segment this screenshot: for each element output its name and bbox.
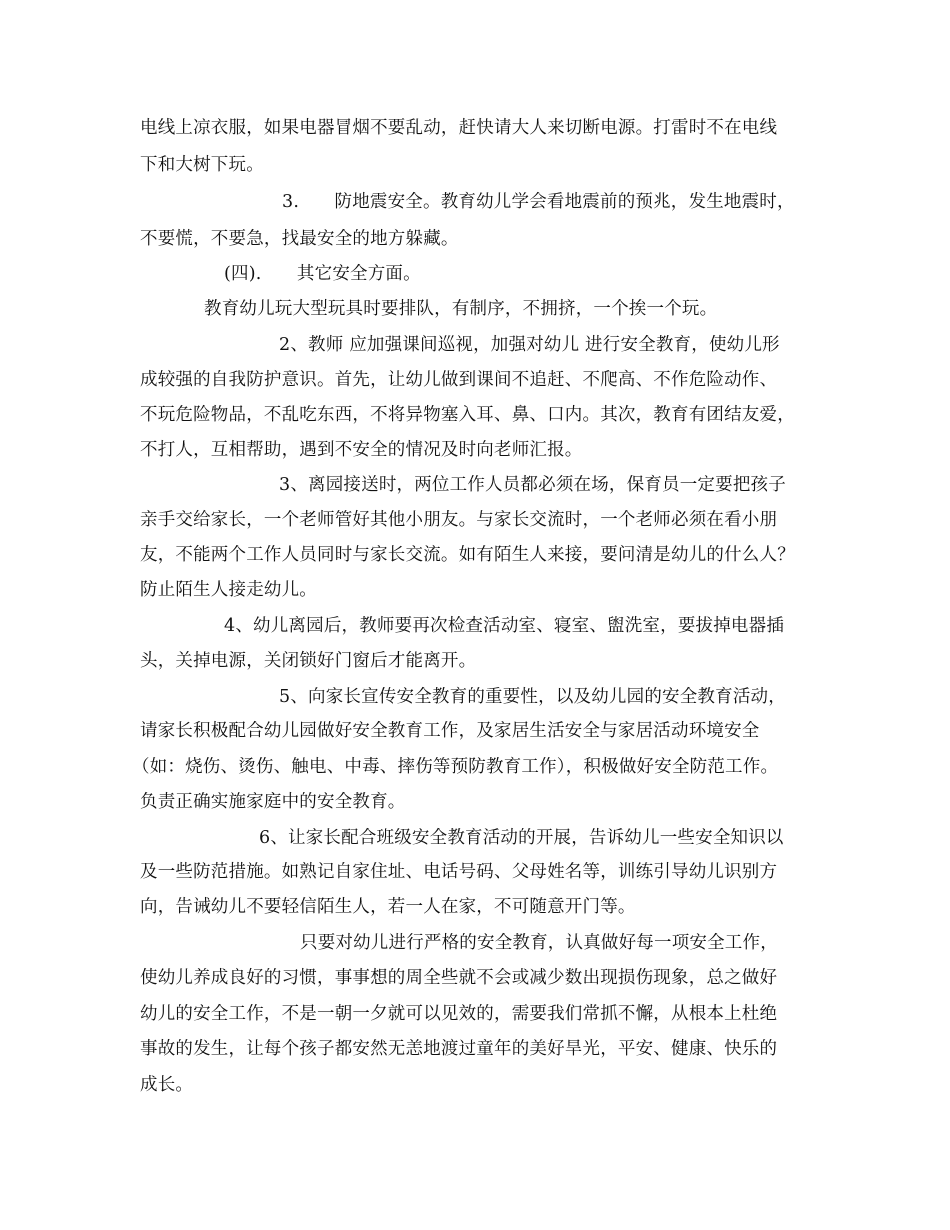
text-line: 3. 防地震安全。教育幼儿学会看地震前的预兆，发生地震时， [282,192,795,212]
text-line: 友，不能两个工作人员同时与家长交流。如有陌生人来接，要问清是幼儿的什么人？ [140,545,795,565]
section-heading: (四). 其它安全方面。 [224,264,421,284]
text-line: 3、离园接送时，两位工作人员都必须在场，保育员一定要把孩子 [279,475,786,495]
text-line: 不玩危险物品，不乱吃东西，不将异物塞入耳、鼻、口内。其次，教育有团结友爱， [140,405,795,425]
text-line: 使幼儿养成良好的习惯，事事想的周全些就不会或减少数出现损伤现象，总之做好 [140,968,778,988]
text-line: 电线上凉衣服，如果电器冒烟不要乱动，赶快请大人来切断电源。打雷时不在电线 [140,118,778,138]
text-line: 及一些防范措施。如熟记自家住址、电话号码、父母姓名等，训练引导幼儿识别方 [140,862,778,882]
text-line: 6、让家长配合班级安全教育活动的开展，告诉幼儿一些安全知识以 [259,828,784,848]
text-line: 不打人，互相帮助，遇到不安全的情况及时向老师汇报。 [140,440,583,460]
text-line: 成较强的自我防护意识。首先，让幼儿做到课间不追赶、不爬高、不作危险动作、 [140,370,778,390]
text-line: 2、教师 应加强课间巡视，加强对幼儿 进行安全教育，使幼儿形 [279,335,780,355]
text-line: 向，告诫幼儿不要轻信陌生人，若一人在家，不可随意开门等。 [140,897,636,917]
text-line: 不要慌，不要急，找最安全的地方躲藏。 [140,229,459,249]
text-line: 成长。 [140,1075,194,1095]
text-line: 幼儿的安全工作，不是一朝一夕就可以见效的，需要我们常抓不懈，从根本上杜绝 [140,1004,778,1024]
text-line: 请家长积极配合幼儿园做好安全教育工作，及家居生活安全与家居活动环境安全 [140,721,760,741]
text-line: 只要对幼儿进行严格的安全教育，认真做好每一项安全工作， [300,933,778,953]
text-line: 教育幼儿玩大型玩具时要排队，有制序，不拥挤，一个挨一个玩。 [204,299,718,319]
text-line: 防止陌生人接走幼儿。 [140,580,317,600]
text-line: 头，关掉电源，关闭锁好门窗后才能离开。 [140,651,477,671]
text-line: 事故的发生，让每个孩子都安然无恙地渡过童年的美好旱光，平安、健康、快乐的 [140,1039,778,1059]
text-line: 下和大树下玩。 [140,155,264,175]
text-line: 亲手交给家长，一个老师管好其他小朋友。与家长交流时，一个老师必须在看小朋 [140,510,778,530]
text-line: 4、幼儿离园后，教师要再次检查活动室、寝室、盥洗室，要拔掉电器插 [224,616,785,636]
text-line: （如：烧伤、烫伤、触电、中毒、摔伤等预防教育工作），积极做好安全防范工作。 [132,757,779,777]
text-line: 5、向家长宣传安全教育的重要性，以及幼儿园的安全教育活动， [279,687,786,707]
text-line: 负责正确实施家庭中的安全教育。 [140,792,406,812]
